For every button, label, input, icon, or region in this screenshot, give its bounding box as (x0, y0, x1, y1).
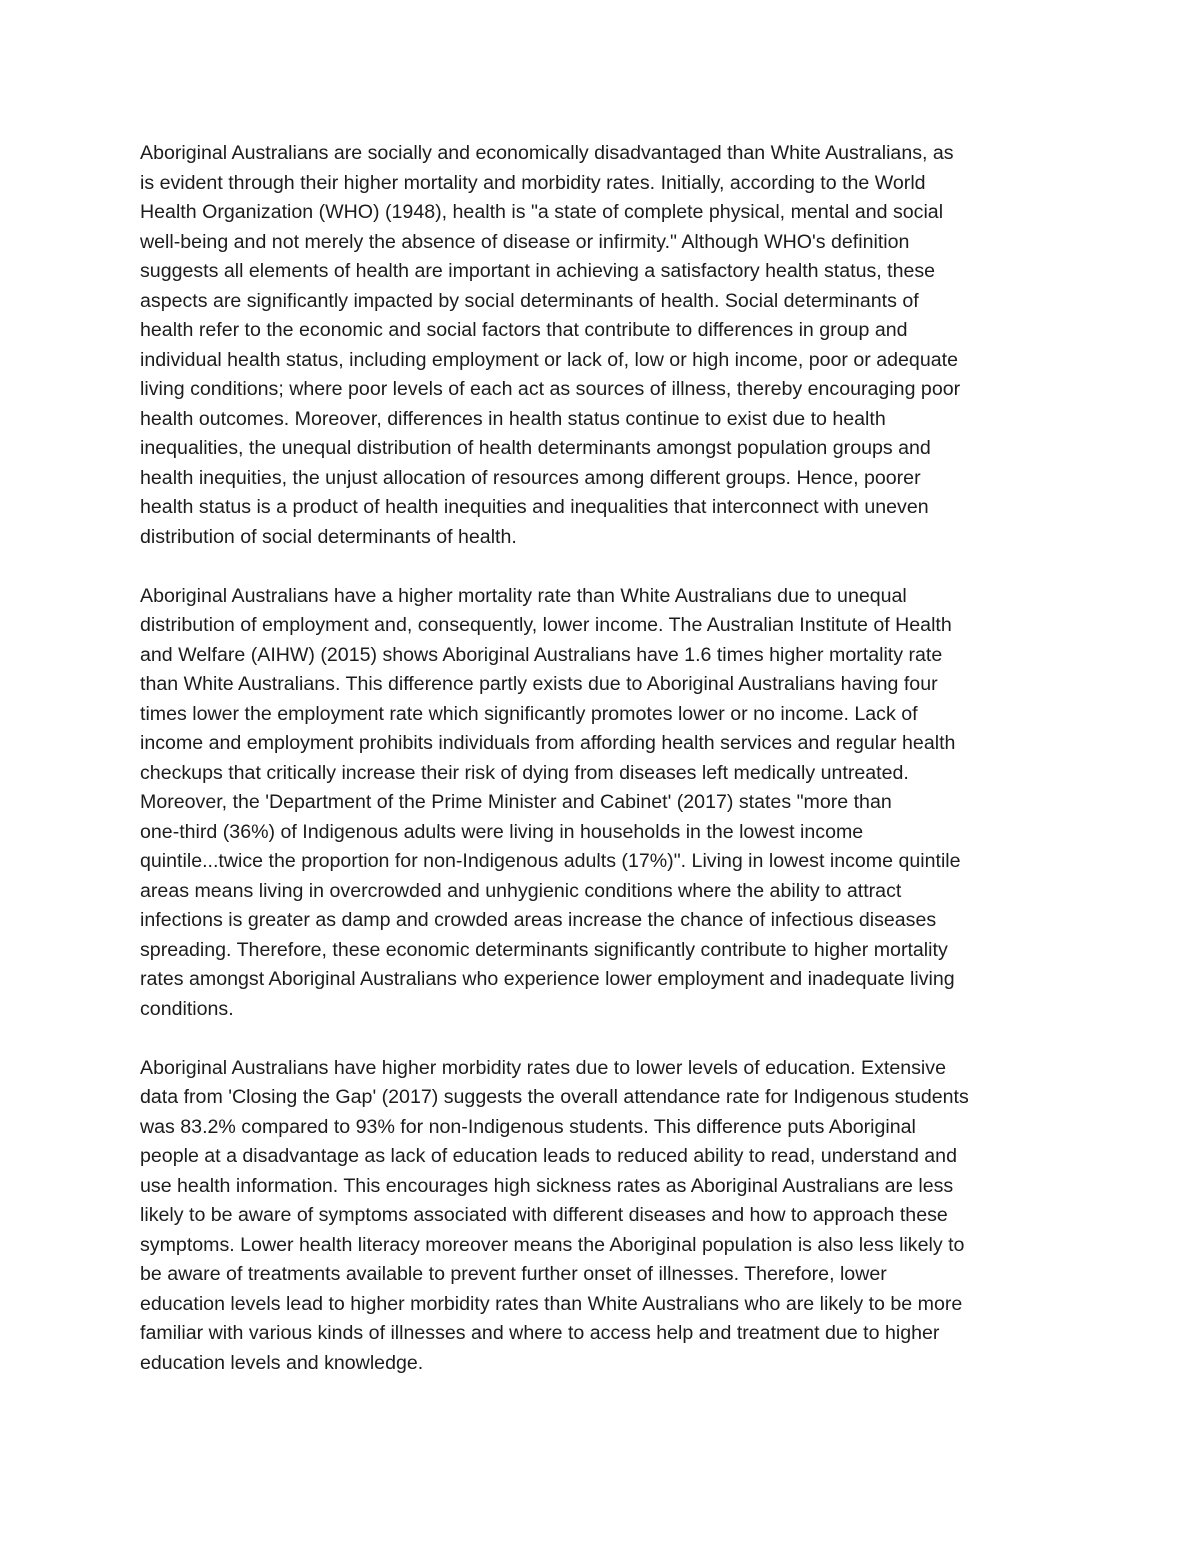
text-line: distribution of employment and, consequently, lower income. The Australian Institute of Health (140, 614, 952, 636)
text-line: use health information. This encourages high sickness rates as Aboriginal Australians are less (140, 1174, 954, 1197)
text-line: was 83.2% compared to 93% for non-Indigenous students. This difference puts Aboriginal (140, 1115, 916, 1138)
document-body (140, 139, 1080, 1378)
text-line: living conditions; where poor levels of each act as sources of illness, thereby encouraging poor (140, 378, 961, 400)
text-line: income and employment prohibits individuals from affording health services and regular health (140, 732, 956, 754)
text-line: symptoms. Lower health literacy moreover means the Aboriginal population is also less likely to (140, 1233, 965, 1256)
text-line: aspects are significantly impacted by social determinants of health. Social determinants of (140, 289, 919, 312)
text-line: individual health status, including employment or lack of, low or high income, poor or adequate (140, 348, 958, 371)
text-line: health refer to the economic and social factors that contribute to differences in group and (140, 319, 908, 341)
text-line: quintile...twice the proportion for non-Indigenous adults (17%)". Living in lowest income quintile (140, 850, 961, 872)
text-line: Aboriginal Australians are socially and economically disadvantaged than White Australians, as (140, 142, 954, 164)
text-line: distribution of social determinants of health. (140, 525, 517, 548)
text-line: data from 'Closing the Gap' (2017) suggests the overall attendance rate for Indigenous students (140, 1086, 969, 1108)
text-line: checkups that critically increase their risk of dying from diseases left medically untreated. (140, 761, 909, 784)
text-line: rates amongst Aboriginal Australians who experience lower employment and inadequate living (140, 968, 955, 990)
text-line: Moreover, the 'Department of the Prime Minister and Cabinet' (2017) states "more than (140, 791, 892, 813)
text-line: than White Australians. This difference partly exists due to Aboriginal Australians having four (140, 673, 938, 695)
text-line: Health Organization (WHO) (1948), health is "a state of complete physical, mental and social (140, 201, 944, 223)
text-line: education levels and knowledge. (140, 1351, 424, 1374)
text-line: infections is greater as damp and crowded areas increase the chance of infectious diseases (140, 909, 937, 931)
text-line: people at a disadvantage as lack of education leads to reduced ability to read, understand and (140, 1145, 957, 1167)
text-line: areas means living in overcrowded and unhygienic conditions where the ability to attract (140, 879, 902, 902)
text-line: and Welfare (AIHW) (2015) shows Aboriginal Australians have 1.6 times higher mortality rate (140, 643, 943, 666)
text-line: times lower the employment rate which significantly promotes lower or no income. Lack of (140, 702, 918, 725)
text-line: health inequities, the unjust allocation of resources among different groups. Hence, poorer (140, 466, 921, 489)
text-line: conditions. (140, 997, 234, 1020)
text-line: well-being and not merely the absence of disease or infirmity." Although WHO's definition (140, 230, 910, 253)
paragraph-1 (140, 139, 1080, 552)
text-line: health outcomes. Moreover, differences in health status continue to exist due to health (140, 407, 886, 430)
text-line: education levels lead to higher morbidity rates than White Australians who are likely to be more (140, 1292, 963, 1315)
paragraph-3 (140, 1054, 1080, 1379)
text-line: one-third (36%) of Indigenous adults were living in households in the lowest income (140, 820, 864, 843)
text-line: Aboriginal Australians have higher morbidity rates due to lower levels of education. Extensive (140, 1056, 946, 1079)
text-line: inequalities, the unequal distribution of health determinants amongst population groups and (140, 437, 931, 459)
text-line: likely to be aware of symptoms associated with different diseases and how to approach these (140, 1204, 948, 1226)
text-line: health status is a product of health inequities and inequalities that interconnect with uneven (140, 496, 929, 518)
text-line: is evident through their higher mortality and morbidity rates. Initially, according to the World (140, 171, 926, 194)
text-line: familiar with various kinds of illnesses and where to access help and treatment due to higher (140, 1322, 940, 1344)
text-line: be aware of treatments available to prevent further onset of illnesses. Therefore, lower (140, 1263, 887, 1285)
text-line: spreading. Therefore, these economic determinants significantly contribute to higher mortality (140, 938, 948, 961)
text-line: Aboriginal Australians have a higher mortality rate than White Australians due to unequal (140, 584, 907, 607)
text-line: suggests all elements of health are important in achieving a satisfactory health status, these (140, 260, 936, 282)
paragraph-2 (140, 582, 1080, 1025)
